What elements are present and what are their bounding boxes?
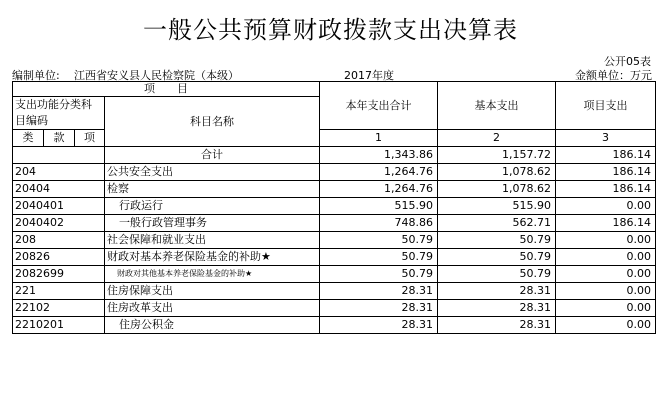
sum-row — [13, 147, 656, 164]
row-code: 221 — [13, 283, 105, 300]
row-subject-name: 公共安全支出 — [105, 164, 320, 181]
row-project: 186.14 — [556, 181, 656, 198]
row-subject-name: 财政对基本养老保险基金的补助★ — [105, 249, 320, 266]
row-project: 0.00 — [556, 232, 656, 249]
row-project: 186.14 — [556, 164, 656, 181]
header-func-code: 支出功能分类科目编码 — [13, 97, 105, 130]
table-body — [13, 164, 656, 334]
row-code: 204 — [13, 164, 105, 181]
row-basic: 28.31 — [438, 317, 556, 334]
row-subject-name: 住房改革支出 — [105, 300, 320, 317]
row-subject-name: 住房保障支出 — [105, 283, 320, 300]
form-number: 公开05表 — [604, 55, 651, 68]
fiscal-year: 2017年度 — [344, 69, 394, 82]
table-row — [13, 300, 656, 317]
row-subject-name: 住房公积金 — [105, 317, 320, 334]
row-code: 20826 — [13, 249, 105, 266]
row-total: 50.79 — [320, 266, 438, 283]
row-project: 0.00 — [556, 317, 656, 334]
row-basic: 28.31 — [438, 283, 556, 300]
sum-total: 1,343.86 — [320, 147, 438, 164]
meta-row — [12, 67, 652, 81]
col-no-3: 3 — [556, 130, 656, 147]
row-project: 0.00 — [556, 283, 656, 300]
row-total: 28.31 — [320, 317, 438, 334]
row-basic: 515.90 — [438, 198, 556, 215]
row-subject-name: 检察 — [105, 181, 320, 198]
row-basic: 562.71 — [438, 215, 556, 232]
expenditure-table — [12, 81, 656, 334]
table-row — [13, 164, 656, 181]
header-subject-name: 科目名称 — [105, 97, 320, 147]
row-project: 0.00 — [556, 198, 656, 215]
row-code: 2210201 — [13, 317, 105, 334]
page-title: 一般公共预算财政拨款支出决算表 — [143, 16, 518, 44]
row-code: 2082699 — [13, 266, 105, 283]
row-total: 1,264.76 — [320, 181, 438, 198]
table-row — [13, 283, 656, 300]
row-basic: 28.31 — [438, 300, 556, 317]
row-total: 28.31 — [320, 283, 438, 300]
row-subject-name: 一般行政管理事务 — [105, 215, 320, 232]
header-row-1 — [13, 82, 656, 97]
row-subject-name: 社会保障和就业支出 — [105, 232, 320, 249]
sum-label: 合计 — [105, 147, 320, 164]
currency-unit: 金额单位：万元 — [575, 69, 652, 82]
row-basic: 50.79 — [438, 266, 556, 283]
header-project: 项目支出 — [556, 82, 656, 130]
row-basic: 1,078.62 — [438, 181, 556, 198]
row-code: 208 — [13, 232, 105, 249]
unit-value: 江西省安义县人民检察院（本级） — [74, 69, 239, 82]
sum-project: 186.14 — [556, 147, 656, 164]
header-kuan: 款 — [44, 130, 75, 147]
header-total: 本年支出合计 — [320, 82, 438, 130]
header-lei: 类 — [13, 130, 44, 147]
row-basic: 50.79 — [438, 249, 556, 266]
col-no-1: 1 — [320, 130, 438, 147]
row-code: 2040401 — [13, 198, 105, 215]
row-total: 50.79 — [320, 249, 438, 266]
table-row — [13, 249, 656, 266]
row-total: 1,264.76 — [320, 164, 438, 181]
row-project: 0.00 — [556, 249, 656, 266]
table-row — [13, 266, 656, 283]
header-basic: 基本支出 — [438, 82, 556, 130]
col-no-2: 2 — [438, 130, 556, 147]
row-total: 28.31 — [320, 300, 438, 317]
sum-basic: 1,157.72 — [438, 147, 556, 164]
row-project: 186.14 — [556, 215, 656, 232]
header-item: 项 目 — [13, 82, 320, 97]
table-row — [13, 198, 656, 215]
table-row — [13, 232, 656, 249]
row-project: 0.00 — [556, 266, 656, 283]
row-code: 22102 — [13, 300, 105, 317]
row-subject-name: 财政对其他基本养老保险基金的补助★ — [105, 266, 320, 283]
row-code: 2040402 — [13, 215, 105, 232]
row-basic: 50.79 — [438, 232, 556, 249]
row-basic: 1,078.62 — [438, 164, 556, 181]
row-total: 748.86 — [320, 215, 438, 232]
table-row — [13, 181, 656, 198]
table-row — [13, 215, 656, 232]
row-subject-name: 行政运行 — [105, 198, 320, 215]
row-total: 50.79 — [320, 232, 438, 249]
row-code: 20404 — [13, 181, 105, 198]
unit-label: 编制单位: — [12, 69, 60, 82]
row-total: 515.90 — [320, 198, 438, 215]
table-row — [13, 317, 656, 334]
header-xiang: 项 — [75, 130, 105, 147]
row-project: 0.00 — [556, 300, 656, 317]
